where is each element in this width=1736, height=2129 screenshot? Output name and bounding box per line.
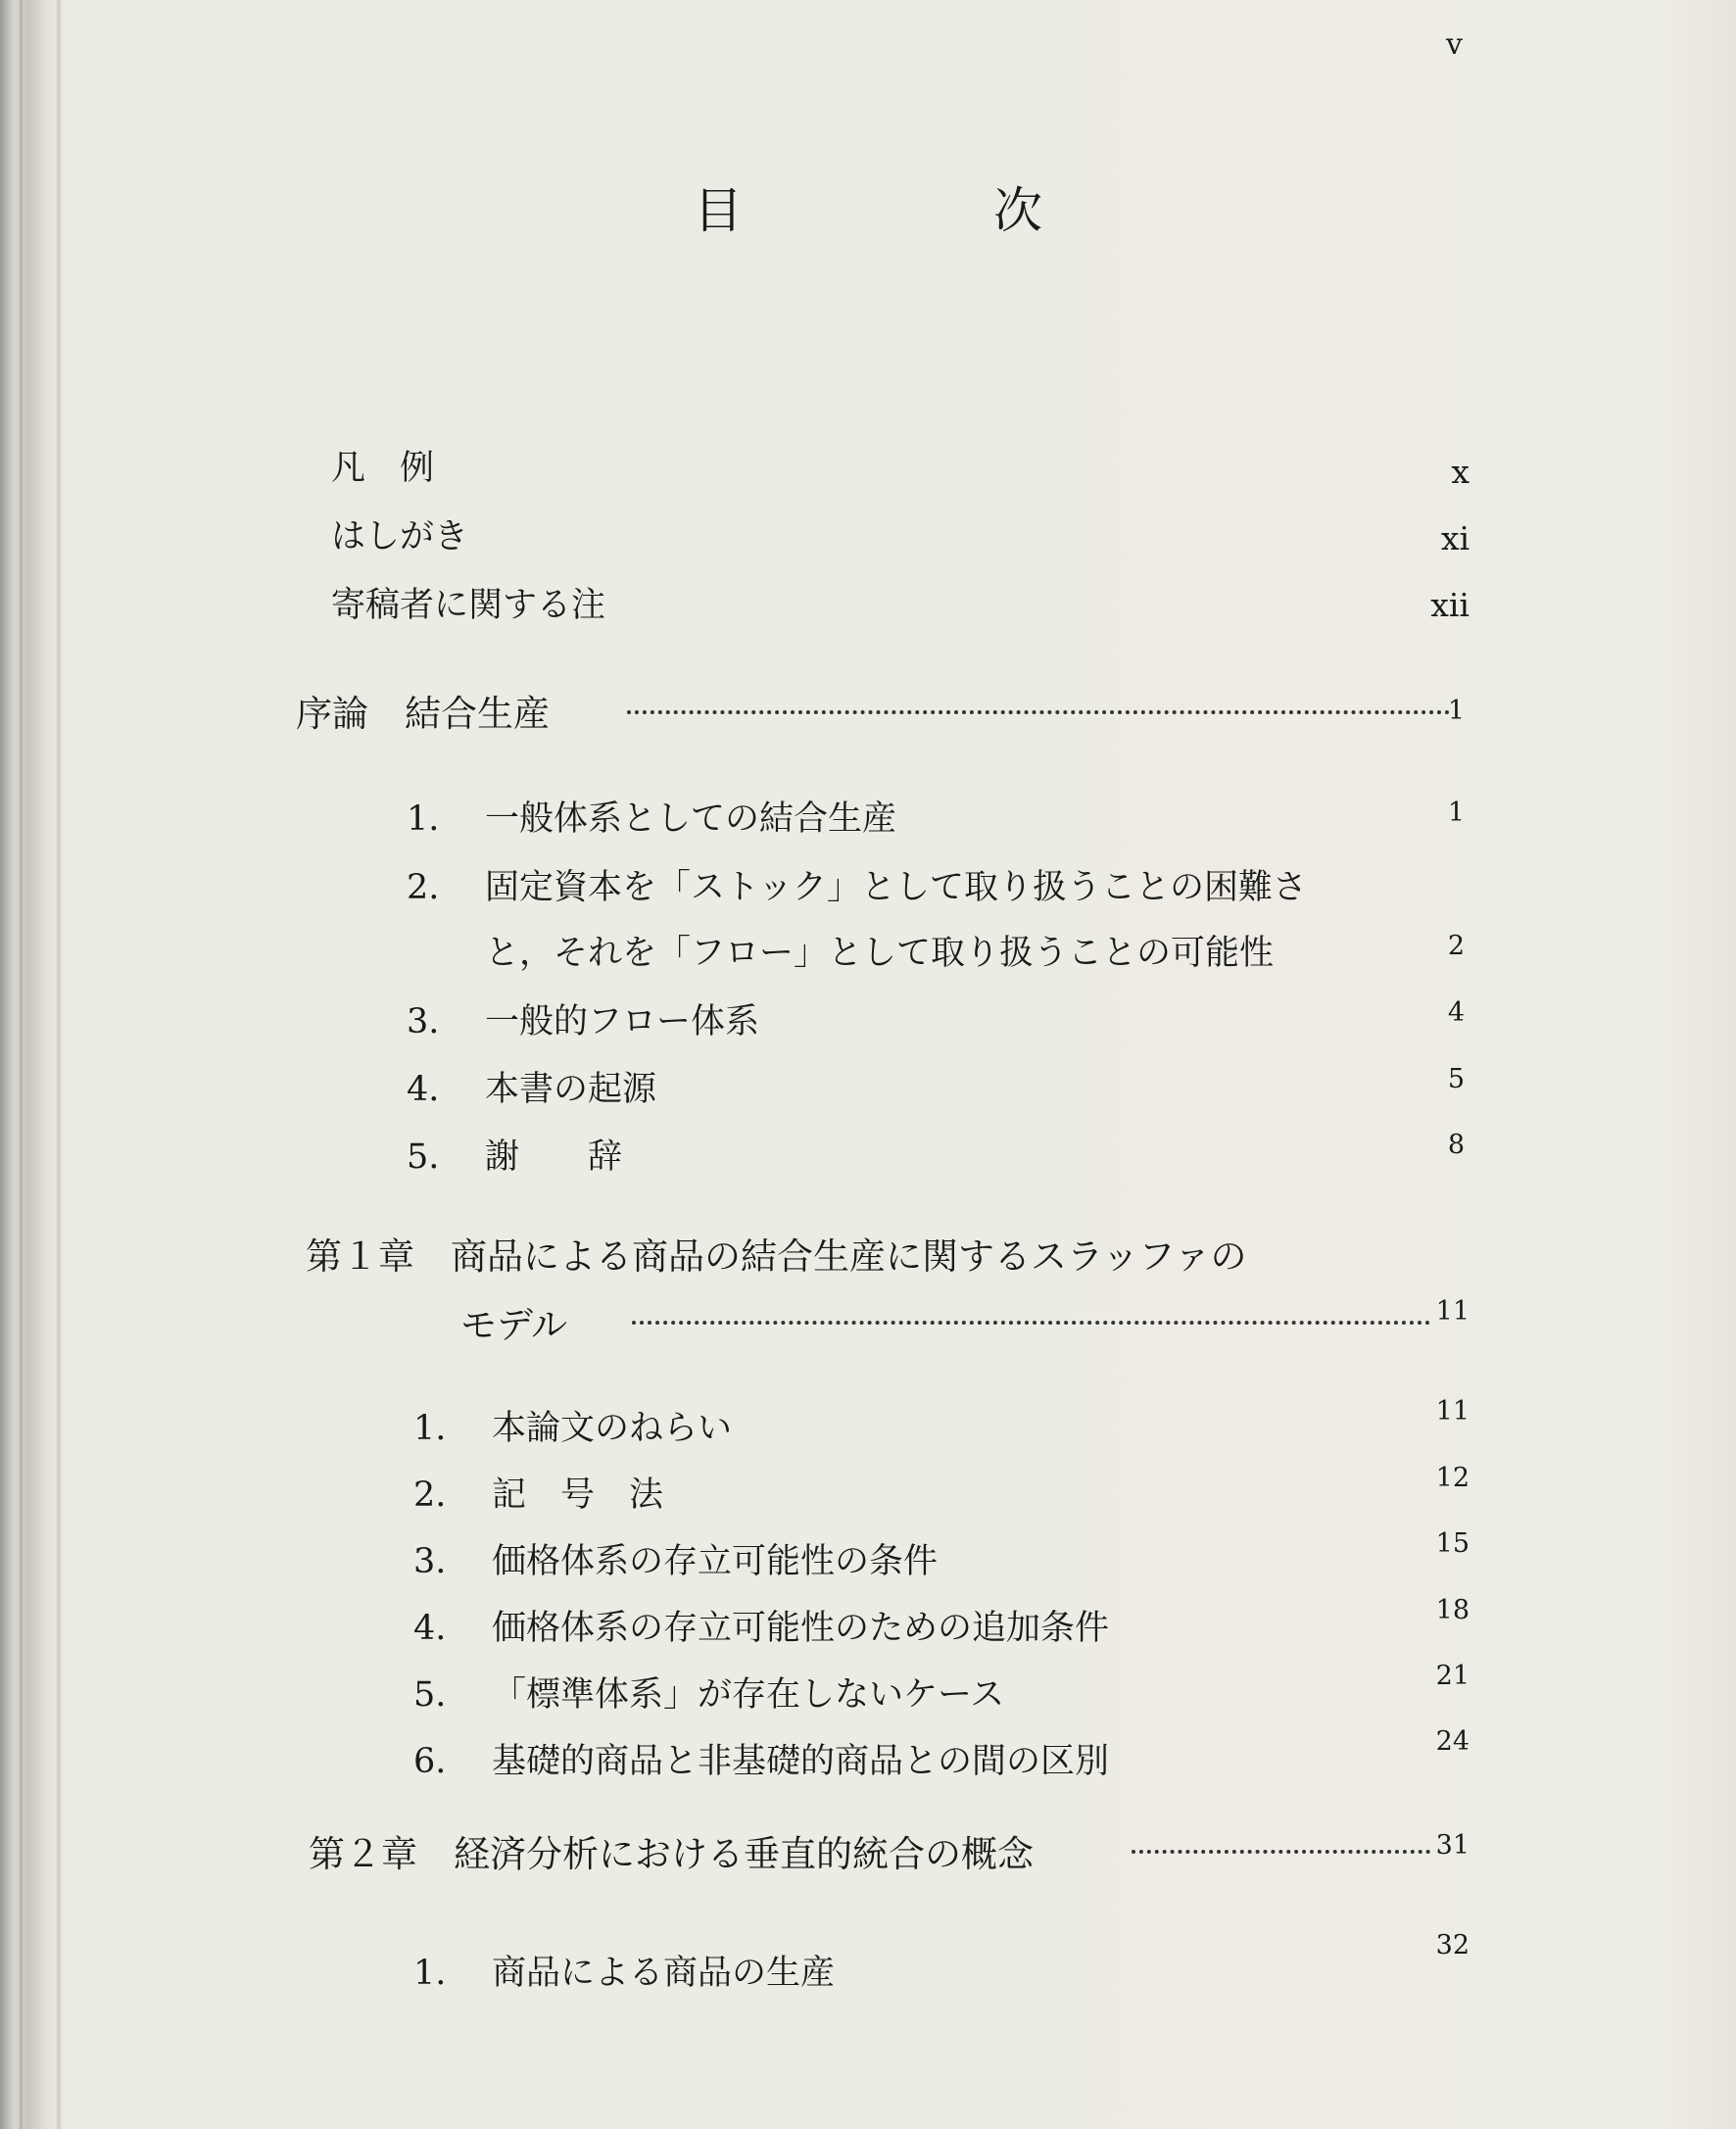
toc-section[interactable] [413,1601,1109,1650]
toc-section[interactable] [407,1062,656,1111]
section-label: 記 号 法 [492,1476,664,1515]
toc-entry-front[interactable] [331,509,468,558]
toc-section[interactable] [413,1946,835,1995]
section-label: 価格体系の存立可能性の条件 [492,1542,939,1581]
section-number: 5. [407,1137,440,1177]
toc-section[interactable] [413,1468,663,1517]
section-label: 一般体系としての結合生産 [485,799,897,839]
toc-page-number: 8 [1447,1130,1465,1160]
toc-page-number: 4 [1447,997,1465,1028]
section-number: 5. [413,1675,447,1715]
section-label: 「標準体系」が存在しないケース [492,1675,1005,1715]
toc-page-number: 11 [1435,1296,1470,1327]
chapter-heading: 序論 結合生産 [296,693,550,735]
toc-page-number: 24 [1435,1726,1470,1757]
section-number: 6. [413,1742,447,1781]
toc-page-number: 11 [1435,1396,1470,1427]
toc-page-number: x [1451,453,1470,491]
toc-page-number: xii [1430,586,1470,624]
leader-dots [632,1321,1430,1325]
chapter-heading: モデル [460,1304,568,1346]
toc-page-number: 21 [1435,1661,1470,1691]
section-label: 価格体系の存立可能性のための追加条件 [492,1609,1110,1648]
section-number: 1. [413,1409,447,1448]
toc-section[interactable] [407,792,896,841]
section-number: 4. [413,1609,447,1648]
section-number: 3. [413,1542,447,1581]
toc-chapter-1-continued [460,1295,567,1348]
section-label: 基礎的商品と非基礎的商品との間の区別 [492,1742,1110,1781]
section-number: 4. [407,1070,440,1109]
toc-page-number: 18 [1435,1595,1470,1625]
section-number: 1. [413,1954,447,1993]
toc-section[interactable] [413,1534,938,1583]
toc-entry-front[interactable] [331,578,605,627]
leader-dots [627,710,1450,714]
page-gutter [57,0,61,2129]
toc-section[interactable] [413,1668,1004,1717]
toc-page-number: 2 [1447,931,1465,961]
section-number: 2. [407,868,440,907]
section-label: 本書の起源 [485,1070,657,1109]
section-number: 1. [407,799,440,839]
section-label: 本論文のねらい [492,1409,733,1448]
toc-entry-front[interactable] [331,441,434,490]
section-label: 謝 辞 [485,1137,623,1177]
toc-chapter-2[interactable] [309,1824,1034,1877]
toc-page-number: 32 [1435,1930,1470,1960]
toc-page-number: 12 [1435,1463,1470,1493]
section-label: 一般的フロー体系 [485,1002,760,1041]
toc-entry-label: 凡 例 [331,449,435,488]
toc-page-number: 15 [1435,1528,1470,1559]
section-label: 商品による商品の生産 [492,1954,836,1993]
section-number: 2. [413,1476,447,1515]
toc-entry-label: 寄稿者に関する注 [331,586,606,625]
toc-page-number: 1 [1447,696,1465,726]
toc-section[interactable] [413,1401,732,1450]
section-label: 固定資本を「ストック」として取り扱うことの困難さ [485,868,1307,907]
toc-section-continued [485,926,1274,975]
page-title: 目 次 [694,182,1160,239]
page-number: v [1446,27,1463,62]
chapter-heading: 第１章 商品による商品の結合生産に関するスラッファの [306,1235,1247,1278]
toc-chapter-intro[interactable] [296,684,550,737]
toc-entry-label: はしがき [331,517,469,556]
page-edge [20,0,23,2129]
toc-section[interactable] [413,1734,1109,1783]
toc-page-number: 31 [1435,1830,1470,1861]
toc-section[interactable] [407,860,1307,909]
chapter-heading: 第２章 経済分析における垂直的統合の概念 [309,1833,1034,1875]
toc-page-number: 5 [1447,1064,1465,1094]
section-number: 3. [407,1002,440,1041]
toc-page-number: xi [1440,519,1470,557]
toc-section[interactable] [407,994,759,1043]
section-label: と，それを「フロー」として取り扱うことの可能性 [485,934,1275,973]
toc-chapter-1[interactable] [306,1227,1247,1280]
toc-section[interactable] [407,1130,622,1179]
toc-page-number: 1 [1447,798,1465,828]
